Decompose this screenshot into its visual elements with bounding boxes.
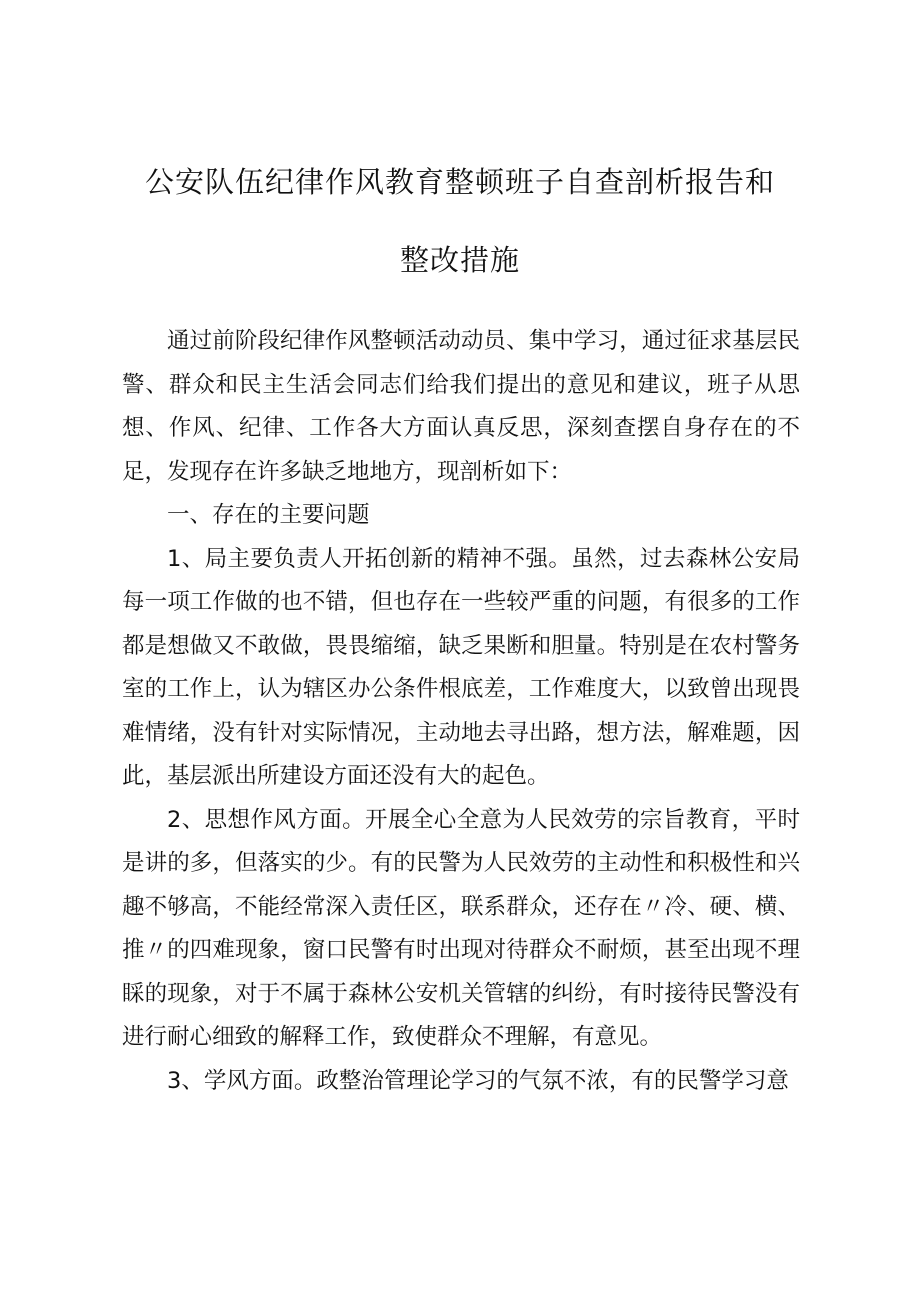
document-title-line-1: 公安队伍纪律作风教育整顿班子自查剖析报告和 bbox=[144, 165, 775, 199]
intro-paragraph: 通过前阶段纪律作风整顿活动动员、集中学习，通过征求基层民警、群众和民主生活会同志们给我们提出的意见和建议，班子从思想、作风、纪律、工作各大方面认真反思，深刻查摆自身存在的不足，发现存在许多缺乏地地方，现剖析如下： bbox=[122, 328, 800, 485]
problem-paragraph-2: 2、思想作风方面。开展全心全意为人民效劳的宗旨教育，平时是讲的多，但落实的少。有的民警为人民效劳的主动性和积极性和兴趣不够高，不能经常深入责任区，联系群众，还存在〃冷、硬、横、推〃的四难现象，窗口民警有时出现对待群众不耐烦，甚至出现不理睬的现象，对于不属于森林公安机关管辖的纠纷，有时接待民警没有进行耐心细致的解释工作，致使群众不理解，有意见。 bbox=[122, 806, 800, 1050]
problem-paragraph-1: 1、局主要负责人开拓创新的精神不强。虽然，过去森林公安局每一项工作做的也不错，但也存在一些较严重的问题，有很多的工作都是想做又不敢做，畏畏缩缩，缺乏果断和胆量。特别是在农村警务室的工作上，认为辖区办公条件根底差，工作难度大，以致曾出现畏难情绪，没有针对实际情况，主动地去寻出路，想方法，解难题，因此，基层派出所建设方面还没有大的起色。 bbox=[122, 545, 800, 789]
section-heading-problems: 一、存在的主要问题 bbox=[167, 502, 370, 528]
problem-paragraph-3: 3、学风方面。政整治管理论学习的气氛不浓，有的民警学习意 bbox=[167, 1067, 789, 1094]
document-body bbox=[122, 320, 800, 1103]
document-title-line-2: 整改措施 bbox=[399, 243, 520, 277]
